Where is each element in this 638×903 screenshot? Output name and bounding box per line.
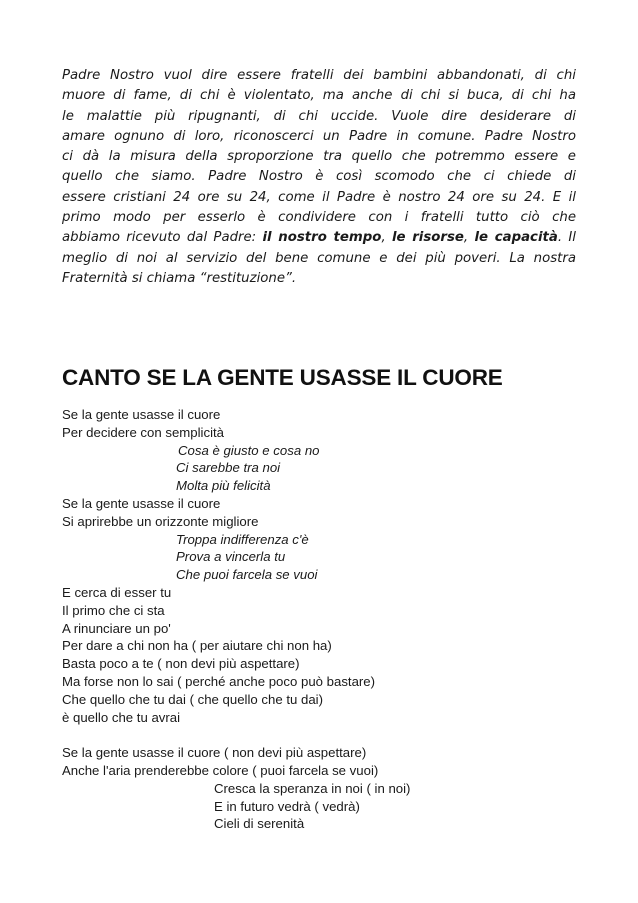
song-lyrics xyxy=(62,406,602,833)
intro-line: meglio di noi al servizio del bene comune e dei più poveri. La nostra xyxy=(62,250,576,266)
lyric-line: Se la gente usasse il cuore xyxy=(62,407,221,422)
lyric-line: Molta più felicità xyxy=(176,478,271,494)
lyric-line: Prova a vincerla tu xyxy=(176,549,286,565)
intro-text: , xyxy=(381,230,392,246)
intro-line: amare ognuno di loro, riconoscerci un Padre in comune. Padre Nostro xyxy=(62,128,576,144)
intro-line: le malattie più ripugnanti, di chi uccide. Vuole dire desiderare di xyxy=(62,108,576,124)
intro-line: quello che siamo. Padre Nostro è così scomodo che ci chiede di xyxy=(62,169,576,185)
lyric-line: Si aprirebbe un orizzonte migliore xyxy=(62,513,259,529)
intro-line xyxy=(62,228,576,248)
intro-line: essere cristiani 24 ore su 24, come il Padre è nostro 24 ore su 24. E il xyxy=(62,189,576,205)
lyric-line: è quello che tu avrai xyxy=(62,709,181,725)
lyric-line: Se la gente usasse il cuore xyxy=(62,495,221,511)
emphasis-text: le risorse xyxy=(391,230,464,246)
emphasis-text: il nostro tempo xyxy=(262,230,382,246)
lyric-line: Ma forse non lo sai ( perché anche poco può bastare) xyxy=(62,673,376,689)
intro-paragraph xyxy=(62,66,576,289)
lyric-line: Cresca la speranza in noi ( in noi) xyxy=(214,780,411,796)
lyric-line: A rinunciare un po' xyxy=(62,620,171,636)
lyric-line: Il primo che ci sta xyxy=(62,602,165,618)
lyric-line: Se la gente usasse il cuore ( non devi più aspettare) xyxy=(62,745,367,761)
blank-line xyxy=(62,726,602,744)
song-title: CANTO SE LA GENTE USASSE IL CUORE xyxy=(62,365,503,390)
intro-text: abbiamo ricevuto dal Padre: xyxy=(62,230,263,246)
lyric-line: Per dare a chi non ha ( per aiutare chi non ha) xyxy=(62,638,332,654)
lyric-line: Che puoi farcela se vuoi xyxy=(176,567,318,583)
lyric-line: Cosa è giusto e cosa no xyxy=(178,442,320,458)
intro-line: muore di fame, di chi è violentato, ma anche di chi si buca, di chi ha xyxy=(62,88,576,104)
lyric-line: Per decidere con semplicità xyxy=(62,424,224,440)
intro-line: Padre Nostro vuol dire essere fratelli dei bambini abbandonati, di chi xyxy=(62,68,576,83)
intro-text: . Il xyxy=(557,230,576,246)
lyric-line: E cerca di esser tu xyxy=(62,584,172,600)
lyric-line: E in futuro vedrà ( vedrà) xyxy=(214,798,360,814)
intro-line: primo modo per esserlo è condividere con i fratelli tutto ciò che xyxy=(62,210,576,226)
intro-line: ci dà la misura della sproporzione tra quello che potremmo essere e xyxy=(62,149,576,165)
lyric-line: Basta poco a te ( non devi più aspettare) xyxy=(62,656,300,672)
lyric-line: Troppa indifferenza c'è xyxy=(176,531,309,547)
lyric-line: Anche l'aria prenderebbe colore ( puoi farcela se vuoi) xyxy=(62,762,379,778)
lyric-line: Ci sarebbe tra noi xyxy=(176,460,281,476)
lyric-line: Cieli di serenità xyxy=(214,816,305,832)
emphasis-text: le capacità xyxy=(474,230,558,246)
lyric-line: Che quello che tu dai ( che quello che tu dai) xyxy=(62,691,323,707)
intro-line: Fraternità si chiama “restituzione”. xyxy=(62,270,297,286)
intro-text: , xyxy=(463,230,475,246)
